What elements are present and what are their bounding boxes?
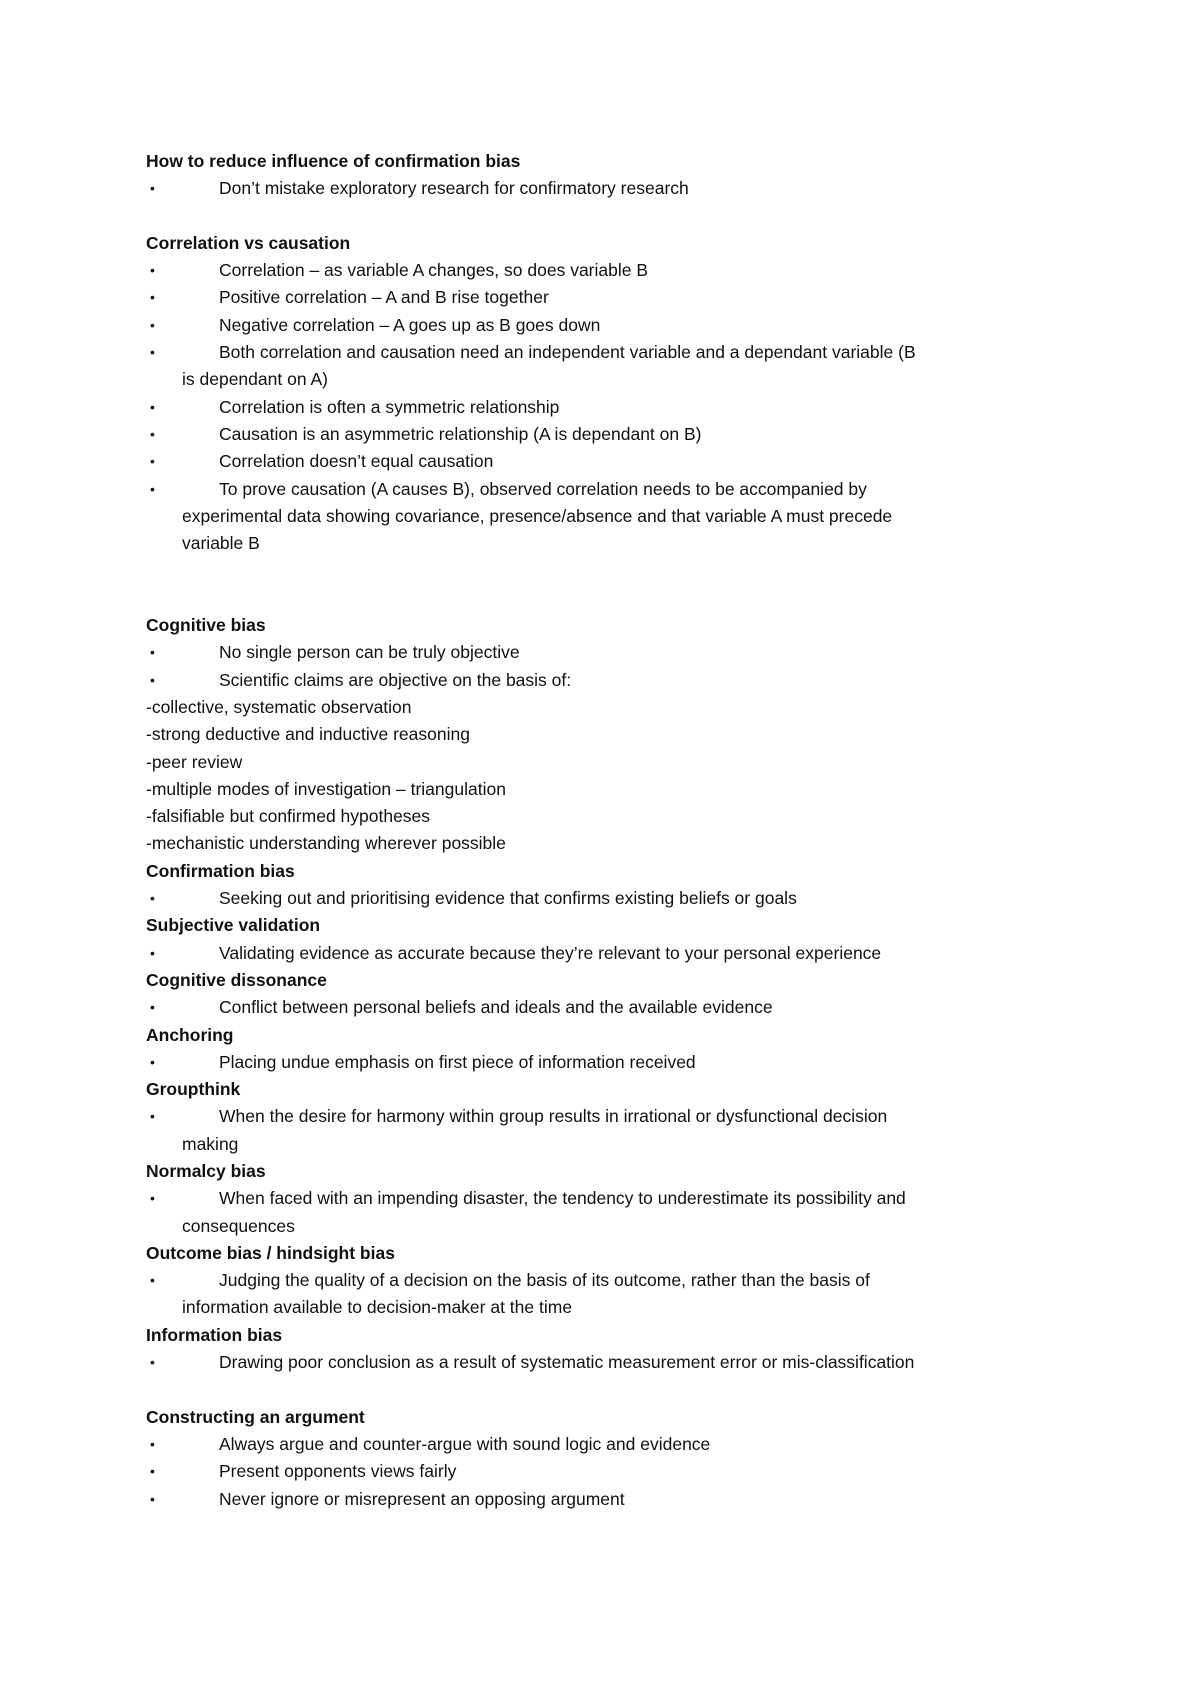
bullet-dot: •	[150, 1053, 155, 1070]
bullet-text: When the desire for harmony within group results in irrational or dysfunctional decision	[219, 1106, 888, 1127]
bullet-dot: •	[150, 890, 155, 907]
bullet-continuation: variable B	[182, 533, 260, 554]
bullet-item	[146, 940, 1046, 967]
dash-item: -peer review	[146, 751, 243, 772]
bullet-dot: •	[150, 1435, 155, 1452]
section-heading: Cognitive bias	[146, 615, 266, 636]
bullet-dot: •	[150, 1272, 155, 1289]
document-page	[146, 148, 1046, 1513]
bullet-text: No single person can be truly objective	[219, 642, 520, 663]
bullet-dot: •	[150, 1190, 155, 1207]
bullet-continuation: consequences	[182, 1215, 295, 1236]
spacer	[146, 557, 1046, 584]
bullet-dot: •	[150, 425, 155, 442]
bullet-item	[146, 1486, 1046, 1513]
section-heading: Constructing an argument	[146, 1406, 365, 1427]
bullet-dot: •	[150, 944, 155, 961]
bullet-dot: •	[150, 1108, 155, 1125]
spacer	[146, 1376, 1046, 1403]
bullet-dot: •	[150, 344, 155, 361]
bullet-item	[146, 1349, 1046, 1376]
bullet-item	[146, 175, 1046, 202]
dash-item: -strong deductive and inductive reasoning	[146, 724, 470, 745]
spacer	[146, 203, 1046, 230]
bullet-text: Drawing poor conclusion as a result of systematic measurement error or mis-classification	[219, 1352, 915, 1373]
bullet-dot: •	[150, 999, 155, 1016]
bullet-text: Judging the quality of a decision on the basis of its outcome, rather than the basis of	[219, 1270, 870, 1291]
bullet-text: Conflict between personal beliefs and ideals and the available evidence	[219, 997, 773, 1018]
section-heading: Information bias	[146, 1324, 283, 1345]
spacer	[146, 585, 1046, 612]
section-heading: Confirmation bias	[146, 860, 295, 881]
bullet-continuation: information available to decision-maker at the time	[182, 1297, 573, 1318]
bullet-dot: •	[150, 1354, 155, 1371]
bullet-dot: •	[150, 480, 155, 497]
dash-item: -falsifiable but confirmed hypotheses	[146, 806, 431, 827]
bullet-text: Never ignore or misrepresent an opposing argument	[219, 1488, 625, 1509]
bullet-item	[146, 1049, 1046, 1076]
section-heading: Subjective validation	[146, 915, 321, 936]
bullet-text: Seeking out and prioritising evidence that confirms existing beliefs or goals	[219, 888, 797, 909]
bullet-item	[146, 339, 1046, 366]
bullet-dot: •	[150, 262, 155, 279]
bullet-text: Scientific claims are objective on the basis of:	[219, 669, 572, 690]
bullet-item	[146, 421, 1046, 448]
section-heading: Anchoring	[146, 1024, 234, 1045]
bullet-text: Positive correlation – A and B rise together	[219, 287, 549, 308]
dash-item: -collective, systematic observation	[146, 696, 412, 717]
bullet-text: Always argue and counter-argue with sound logic and evidence	[219, 1433, 711, 1454]
bullet-item	[146, 257, 1046, 284]
bullet-item	[146, 476, 1046, 503]
bullet-text: Don’t mistake exploratory research for confirmatory research	[219, 178, 689, 199]
section-heading: How to reduce influence of confirmation bias	[146, 151, 521, 171]
bullet-item	[146, 284, 1046, 311]
bullet-item	[146, 312, 1046, 339]
bullet-dot: •	[150, 453, 155, 470]
bullet-item	[146, 994, 1046, 1021]
bullet-item	[146, 667, 1046, 694]
dash-item: -mechanistic understanding wherever possible	[146, 833, 506, 854]
bullet-dot: •	[150, 316, 155, 333]
bullet-text: When faced with an impending disaster, the tendency to underestimate its possibility and	[219, 1188, 906, 1209]
bullet-text: Correlation – as variable A changes, so does variable B	[219, 260, 649, 281]
bullet-item	[146, 1185, 1046, 1212]
bullet-text: Present opponents views fairly	[219, 1461, 457, 1482]
section-heading: Correlation vs causation	[146, 232, 351, 253]
bullet-dot: •	[150, 1490, 155, 1507]
bullet-text: Placing undue emphasis on first piece of information received	[219, 1051, 696, 1072]
bullet-text: Causation is an asymmetric relationship (A is dependant on B)	[219, 423, 702, 444]
bullet-continuation: experimental data showing covariance, presence/absence and that variable A must precede	[182, 505, 893, 526]
bullet-continuation: is dependant on A)	[182, 369, 328, 390]
bullet-item	[146, 885, 1046, 912]
section-heading: Outcome bias / hindsight bias	[146, 1242, 395, 1263]
bullet-dot: •	[150, 398, 155, 415]
dash-item: -multiple modes of investigation – triangulation	[146, 778, 506, 799]
bullet-text: Validating evidence as accurate because they’re relevant to your personal experience	[219, 942, 882, 963]
bullet-dot: •	[150, 180, 155, 197]
section-heading: Groupthink	[146, 1079, 241, 1100]
bullet-text: Both correlation and causation need an independent variable and a dependant variable (B	[219, 342, 916, 363]
bullet-item	[146, 394, 1046, 421]
bullet-dot: •	[150, 644, 155, 661]
bullet-item	[146, 1458, 1046, 1485]
bullet-item	[146, 639, 1046, 666]
bullet-item	[146, 1267, 1046, 1294]
bullet-text: Correlation doesn’t equal causation	[219, 451, 494, 472]
section-heading: Cognitive dissonance	[146, 969, 327, 990]
bullet-item	[146, 1431, 1046, 1458]
bullet-item	[146, 448, 1046, 475]
bullet-text: Negative correlation – A goes up as B goes down	[219, 314, 601, 335]
section-heading: Normalcy bias	[146, 1160, 266, 1181]
bullet-text: To prove causation (A causes B), observed correlation needs to be accompanied by	[219, 478, 867, 499]
bullet-dot: •	[150, 289, 155, 306]
bullet-text: Correlation is often a symmetric relationship	[219, 396, 560, 417]
bullet-dot: •	[150, 671, 155, 688]
bullet-dot: •	[150, 1463, 155, 1480]
bullet-continuation: making	[182, 1133, 239, 1154]
bullet-item	[146, 1103, 1046, 1130]
